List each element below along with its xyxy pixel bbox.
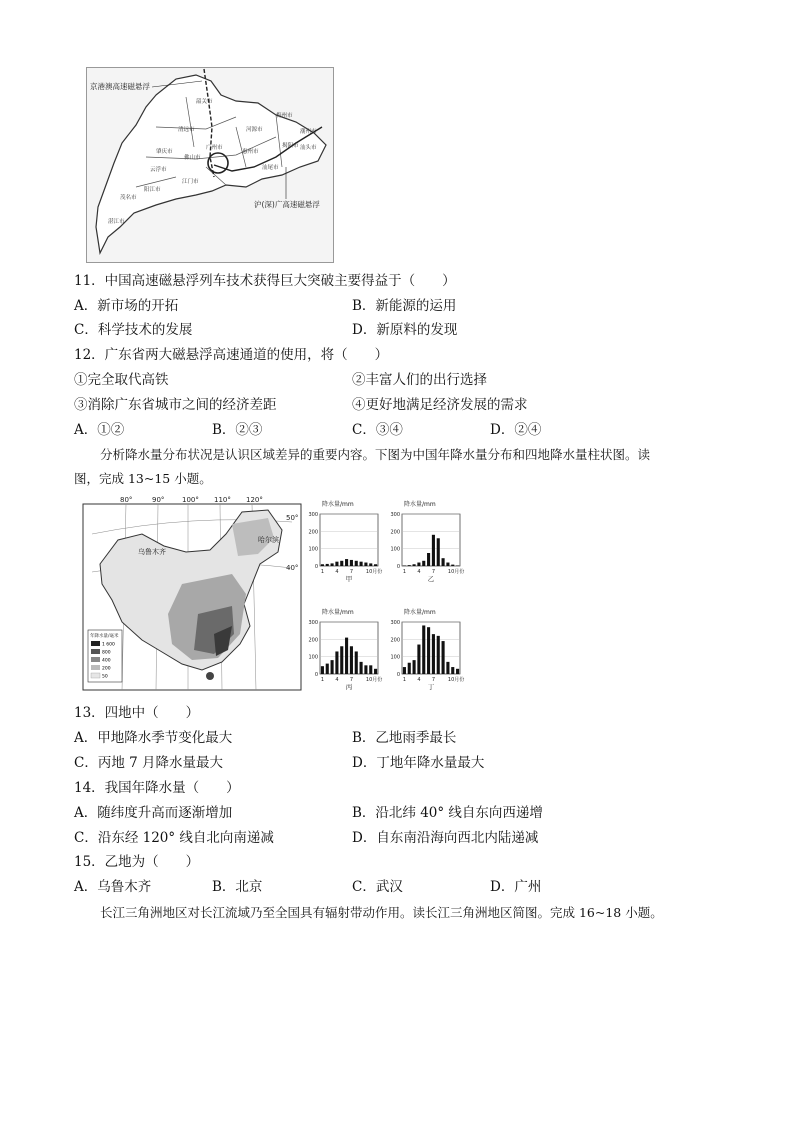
chart-y-tick-label: 300 [390,620,400,626]
chart-x-tick-label: 1 [402,677,407,683]
chart-x-tick-label: 1 [320,677,325,683]
intro-16-18: 长江三角洲地区对长江流域乃至全国具有辐射带动作用。读长江三角洲地区简图。完成 16~18 小题。 [100,905,663,920]
q11-stem: 11．中国高速磁悬浮列车技术获得巨大突破主要得益于（ ） [74,273,456,289]
chart-x-tick-label: 4 [335,677,339,683]
precip-bar [321,564,324,566]
chart-x-tick-label: 1 [402,569,407,575]
precip-bar [335,562,338,566]
q11-option-a[interactable]: A．新市场的开拓 [74,298,179,314]
precip-bar [408,663,411,674]
precip-bar [374,564,377,566]
q14-option-d[interactable]: D．自东南沿海向西北内陆递减 [352,830,539,846]
chart-y-tick-label: 100 [308,654,318,661]
svg-text:广州市: 广州市 [206,145,223,151]
chart-y-tick-label: 0 [396,672,400,678]
chart-y-tick-label: 200 [390,529,400,536]
precip-bar [446,662,449,674]
svg-text:400: 400 [102,658,111,664]
chart-ylabel: 降水量/mm [404,501,436,508]
svg-text:50°: 50° [286,514,299,522]
q11-option-b[interactable]: B．新能源的运用 [352,298,457,314]
precip-bar [451,565,454,566]
q11-option-d[interactable]: D．新原料的发现 [352,322,458,338]
chart-x-tick-label: 4 [417,569,421,575]
svg-text:40°: 40° [286,564,299,572]
svg-text:揭阳市: 揭阳市 [282,143,299,149]
urumqi-label: 乌鲁木齐 [138,548,166,556]
precip-bar [456,669,459,674]
q14-option-a[interactable]: A．随纬度升高而逐渐增加 [74,805,233,821]
guangdong-maglev-map [86,67,334,263]
svg-text:50: 50 [102,674,108,680]
chart-x-tick-label: 10月份 [447,677,465,683]
svg-text:茂名市: 茂名市 [120,195,137,201]
q12-statement-1: ①完全取代高铁 [74,372,169,388]
svg-text:惠州市: 惠州市 [242,149,259,155]
svg-text:清远市: 清远市 [178,127,195,133]
chart-y-tick-label: 300 [390,512,400,518]
svg-text:200: 200 [102,666,111,672]
precip-bar [326,664,329,674]
svg-text:韶关市: 韶关市 [196,99,213,105]
precip-bar [442,558,445,566]
q15-option-c[interactable]: C．武汉 [352,879,403,895]
q12-statement-4: ④更好地满足经济发展的需求 [352,397,528,413]
svg-text:100°: 100° [182,496,199,504]
precip-bar [321,666,324,674]
svg-text:800: 800 [102,650,111,656]
precip-bar [369,563,372,566]
chart-x-tick-label: 10月份 [365,677,383,683]
chart-y-tick-label: 100 [390,546,400,553]
longitude-labels [120,496,263,504]
chart-frame [320,514,378,566]
q12-statement-3: ③消除广东省城市之间的经济差距 [74,397,277,413]
jinggang-label: 京港澳高速磁悬浮 [90,82,150,91]
precip-bar [335,651,338,674]
svg-text:云浮市: 云浮市 [150,167,167,173]
q12-option-a[interactable]: A．①② [74,422,125,438]
q15-option-d[interactable]: D．广州 [490,879,542,895]
q14-option-c[interactable]: C．沿东经 120° 线自北向南递减 [74,830,274,846]
chart-x-tick-label: 1 [320,569,325,575]
svg-text:佛山市: 佛山市 [184,155,201,161]
precip-bar [340,561,343,566]
q13-stem: 13．四地中（ ） [74,705,200,721]
intro-13-15-line2: 图，完成 13~15 小题。 [74,471,212,486]
svg-text:90°: 90° [152,496,165,504]
precip-bar [422,625,425,674]
precip-bar [413,660,416,674]
chart-x-tick-label: 7 [431,569,436,575]
chart-station-name: 甲 [345,575,353,583]
svg-text:湛江市: 湛江市 [108,219,125,225]
q12-option-d[interactable]: D．②④ [490,422,542,438]
svg-text:潮州市: 潮州市 [300,129,317,135]
intro-13-15-line1: 分析降水量分布状况是认识区域差异的重要内容。下图为中国年降水量分布和四地降水量柱状图。读 [100,447,651,462]
china-precipitation-map [82,494,304,694]
svg-text:汕尾市: 汕尾市 [262,165,279,171]
q14-option-b[interactable]: B．沿北纬 40° 线自东向西递增 [352,805,543,821]
precip-bar [350,560,353,566]
precip-bar [369,665,372,674]
precip-bar [451,667,454,674]
q13-option-c[interactable]: C．丙地 7 月降水量最大 [74,755,224,771]
chart-x-tick-label: 10月份 [447,569,465,575]
precip-bar [340,646,343,674]
precip-bar [355,561,358,566]
precipitation-bar-charts [306,494,472,694]
q11-option-c[interactable]: C．科学技术的发展 [74,322,193,338]
svg-text:梅州市: 梅州市 [276,113,293,119]
precip-bar [422,561,425,566]
precip-bar [374,669,377,674]
chart-x-tick-label: 7 [349,677,354,683]
precip-bar [446,563,449,566]
chart-y-tick-label: 100 [390,654,400,661]
chart-ylabel: 降水量/mm [322,609,354,616]
precip-bar [437,636,440,674]
q14-stem: 14．我国年降水量（ ） [74,780,240,796]
precip-bar [432,535,435,566]
precip-bar [364,665,367,674]
map2-legend [88,630,122,682]
svg-text:120°: 120° [246,496,263,504]
chart-x-tick-label: 7 [431,677,436,683]
harbin-label: 哈尔滨 [258,536,279,544]
precip-bar [360,562,363,566]
svg-text:汕头市: 汕头市 [300,145,317,151]
precip-bar [350,646,353,674]
chart-y-tick-label: 200 [308,529,318,536]
svg-text:肇庆市: 肇庆市 [156,149,173,155]
chart-x-tick-label: 10月份 [365,569,383,575]
precip-bar [427,627,430,674]
q12-statement-2: ②丰富人们的出行选择 [352,372,487,388]
q12-stem: 12．广东省两大磁悬浮高速通道的使用，将（ ） [74,347,389,363]
precip-bar [345,559,348,566]
chart-y-tick-label: 0 [314,564,318,570]
q15-option-b[interactable]: B．北京 [212,879,263,895]
precip-bar [432,634,435,674]
precip-bar [417,645,420,674]
precip-bar [427,553,430,566]
precip-bar [403,667,406,674]
chart-y-tick-label: 300 [308,512,318,518]
chart-y-tick-label: 200 [308,637,318,644]
q12-option-c[interactable]: C．③④ [352,422,403,438]
chart-ylabel: 降水量/mm [404,609,436,616]
svg-text:1 600: 1 600 [102,642,115,648]
q13-option-a[interactable]: A．甲地降水季节变化最大 [74,730,233,746]
svg-text:阳江市: 阳江市 [144,187,161,193]
precip-bar [345,638,348,674]
svg-text:河源市: 河源市 [246,127,263,133]
hugang-label: 沪(深)广高速磁悬浮 [254,200,320,209]
precip-bar [442,641,445,674]
chart-x-tick-label: 4 [335,569,339,575]
chart-frame [402,514,460,566]
q15-stem: 15．乙地为（ ） [74,854,200,870]
precip-bar [408,565,411,566]
precip-bar [331,563,334,566]
q12-option-b[interactable]: B．②③ [212,422,263,438]
q13-option-d[interactable]: D．丁地年降水量最大 [352,755,485,771]
chart-station-name: 丙 [345,683,353,691]
precip-bar [437,538,440,566]
chart-ylabel: 降水量/mm [322,501,354,508]
precip-bar [331,660,334,674]
chart-x-tick-label: 7 [349,569,354,575]
chart-y-tick-label: 100 [308,546,318,553]
precip-bar [355,651,358,674]
precip-bar [360,662,363,674]
chart-y-tick-label: 300 [308,620,318,626]
chart-x-tick-label: 4 [417,677,421,683]
svg-text:110°: 110° [214,496,231,504]
chart-y-tick-label: 200 [390,637,400,644]
svg-text:80°: 80° [120,496,133,504]
svg-text:年降水量/毫米: 年降水量/毫米 [90,634,119,639]
precip-bar [413,564,416,566]
precip-bar [417,563,420,566]
chart-y-tick-label: 0 [314,672,318,678]
precip-bar [403,565,406,566]
precip-bar [364,563,367,566]
precip-bar [456,565,459,566]
chart-station-name: 丁 [427,683,435,691]
chart-station-name: 乙 [427,575,435,583]
precip-bar [326,564,329,566]
chart-y-tick-label: 0 [396,564,400,570]
q13-option-b[interactable]: B．乙地雨季最长 [352,730,457,746]
svg-text:江门市: 江门市 [182,179,199,185]
q15-option-a[interactable]: A．乌鲁木齐 [74,879,152,895]
